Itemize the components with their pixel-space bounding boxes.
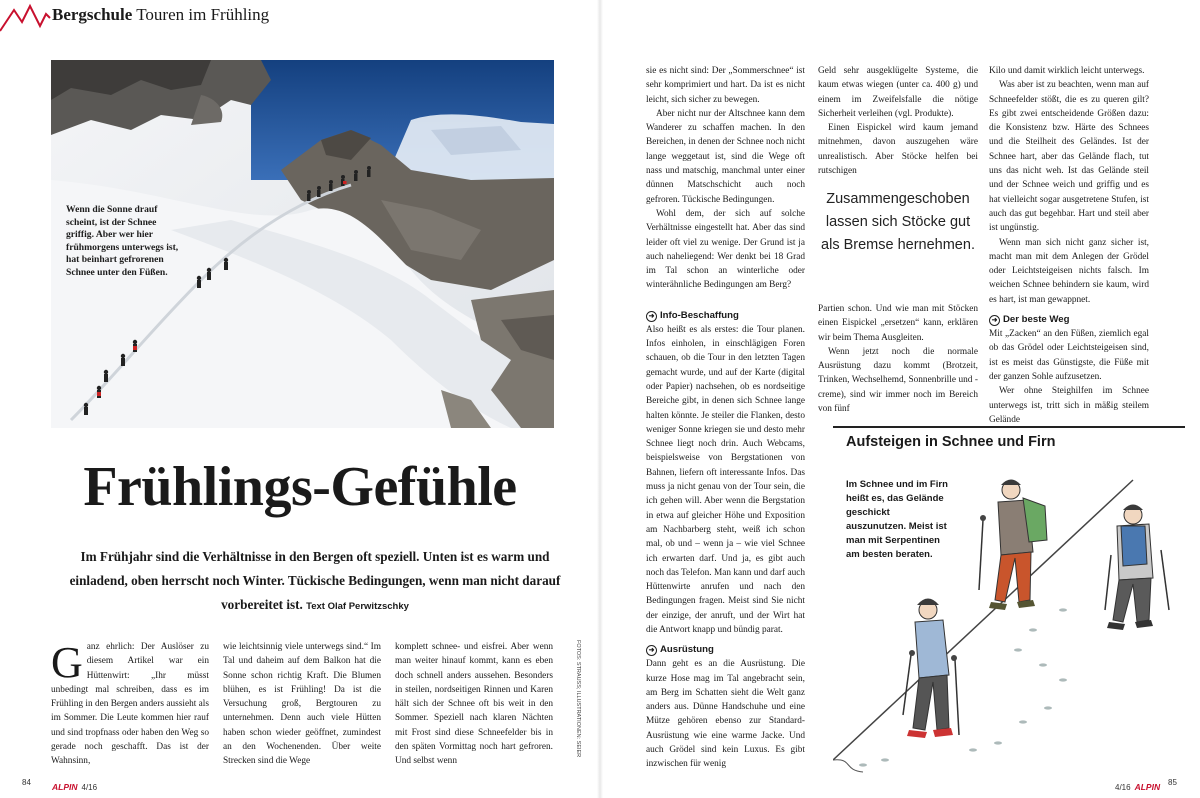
body-column-6 bbox=[989, 64, 1149, 427]
dropcap: G bbox=[51, 638, 83, 687]
body-text: Geld sehr ausgeklügelte Systeme, die kaum etwas wiegen (unter ca. 400 g) und einem im Zweifelsfalle die nötige Sicherheit verleihen (vgl. Produkte). bbox=[818, 66, 978, 119]
body-text: Aber nicht nur der Altschnee kann dem Wanderer zu schaffen machen. In den Bereichen, in denen der Schnee noch nicht lange weggetaut ist, sind die Wege oft nass und matschig, manchmal unter einer dünnen Matschschicht auch noch gefroren. Tückische Bedingungen. bbox=[646, 108, 805, 205]
body-text: Kilo und damit wirklich leicht unterwegs. bbox=[989, 66, 1145, 76]
box-top-rule bbox=[833, 426, 1185, 428]
section-rubric bbox=[52, 5, 269, 25]
body-text: Wenn jetzt noch die normale Ausrüstung dazu kommt (Brotzeit, Trinken, Wechselhemd, Sonnenbrille und -creme), sind wir immer noch im Bereich von fünf bbox=[818, 346, 978, 415]
photo-credit-text: FOTOS: STRAUSS; ILLUSTRATIONEN: SEIER bbox=[575, 640, 581, 758]
brand-logo: ALPIN bbox=[1134, 782, 1161, 792]
body-text: sie es nicht sind: Der „Sommerschnee“ ist sehr komprimiert und hart. Da ist es nicht leicht, sich sicher zu bewegen. bbox=[646, 66, 805, 105]
subhead-way bbox=[989, 313, 1149, 327]
box-caption: Im Schnee und im Firn heißt es, das Gelände geschickt auszunutzen. Meist ist man mit Serpentinen am besten beraten. bbox=[846, 479, 948, 560]
spine-gutter bbox=[597, 0, 603, 798]
arrow-circle-icon: ➜ bbox=[989, 315, 1000, 326]
body-column-5-top bbox=[818, 64, 978, 178]
body-text: wie leichtsinnig viele unterwegs sind.“ Im Tal und daheim auf dem Balkon hat die Sonne schon richtig Kraft. Die Blumen blühen, es ist Frühling! Da ist die Versuchung groß, Bergtouren zu unternehmen. Denn auch viele Hütten haben schon wieder geöffnet, zumindest an den Wochenenden. Über weite Strecken sind die Wege bbox=[223, 642, 381, 767]
body-text: Wer ohne Steighilfen im Schnee unterwegs ist, tritt sich in mäßig steilem Gelände bbox=[989, 386, 1149, 425]
box-title: Aufsteigen in Schnee und Firn bbox=[846, 434, 1056, 450]
section-name: Bergschule bbox=[52, 5, 133, 24]
body-text: Einen Eispickel wird kaum jemand mitnehmen, davon auszugehen wäre unrealistisch. Aber Stöcke helfen bei rutschigen bbox=[818, 123, 978, 177]
photo-credit bbox=[571, 640, 581, 770]
body-text: Also heißt es als erstes: die Tour planen. Infos einholen, in einschlägigen Foren schauen, ob die Tour in den letzten Tagen gemacht wurde, und auf der Karte (digital oder Papier) nachsehen, ob es nordseitige Bereiche gibt, in denen sich Schnee lange halten könnte. Je steiler die Flanken, desto weniger Sonne kriegen sie und desto mehr Schnee liegt noch drin. Auch Webcams, beispielsweise von Bergstationen von Bahnen, liefern oft interessante Infos. Das muss ja nicht genau von der Tour sein, die ich gehen will. Aber wenn die Bergstation in etwa auf gleicher Höhe und Exposition am Nachbarberg steht, weiß ich schon mal, ob und – wenn ja – wie viel Schnee ich erwarten darf. Und ja, es gibt auch noch das Telefon. Man kann und darf auch Hüttenwirte anrufen und nach den Bedingungen fragen. Meist sind Sie nicht der einzige, der anruft, und der Wirt hat die Antwort knapp und bündig parat. bbox=[646, 324, 805, 635]
body-column-1 bbox=[51, 640, 209, 769]
lead-paragraph bbox=[60, 545, 570, 619]
photo-caption: Wenn die Sonne drauf scheint, ist der Schnee griffig. Aber wer hier frühmorgens unterwegs ist, hat beinhart gefrorenen Schnee unter den Füßen. bbox=[66, 204, 179, 278]
author-credit: Text Olaf Perwitzschky bbox=[306, 601, 409, 612]
body-text: komplett schnee- und eisfrei. Aber wenn man weiter hinauf kommt, kann es eben doch schnell anders aussehen. Besonders in steilen, nordseitigen Rinnen und Karen hält sich der Schnee oft bis weit in den Sommer. Speziell nach klaren Nächten mit Frost sind diese Schneefelder bis in den späten Vormittag noch hart gefroren. Und selbst wenn bbox=[395, 642, 553, 767]
pull-quote: Zusammengeschoben lassen sich Stöcke gut als Bremse hernehmen. bbox=[821, 191, 975, 253]
subhead-text: Der beste Weg bbox=[1003, 314, 1070, 326]
body-column-5-bottom bbox=[818, 302, 978, 416]
page-number-right: 85 bbox=[1168, 778, 1177, 787]
mountain-line-icon bbox=[0, 0, 60, 34]
arrow-circle-icon: ➜ bbox=[646, 645, 657, 656]
hiker-front bbox=[903, 599, 959, 739]
body-column-4 bbox=[646, 64, 805, 772]
subhead-info bbox=[646, 309, 805, 323]
subhead-text: Ausrüstung bbox=[660, 644, 714, 656]
body-text: Wenn man sich nicht ganz sicher ist, macht man mit dem Anlegen der Grödel oder Leichtsteigeisen nichts falsch. Im weichen Schnee behindern sie kaum, wird es hart, ist man gewappnet. bbox=[989, 237, 1149, 305]
body-text: anz ehrlich: Der Auslöser zu diesem Artikel war ein Hüttenwirt: „Ihr müsst unbedingt mal schreiben, dass es im Frühling in den Bergen anders aussieht als im Sommer. Die Leute kommen hier rauf und sind tropfnass oder haben den Weg so gerade noch geschafft. Das ist der Wahnsinn, bbox=[51, 642, 209, 767]
body-column-2 bbox=[223, 640, 381, 769]
body-column-3 bbox=[395, 640, 553, 769]
issue-number: 4/16 bbox=[1115, 783, 1131, 792]
headline: Frühlings-Gefühle bbox=[83, 456, 517, 518]
hiker-back bbox=[1105, 505, 1169, 631]
section-topic: Touren im Frühling bbox=[136, 5, 270, 24]
body-text: Dann geht es an die Ausrüstung. Die kurze Hose mag im Tal angebracht sein, am Berg im Schatten sieht die Welt ganz anders aus. Dünne Handschuhe und eine Mütze gehören ebenso zur Standard-Ausrüstung wie eine warme Jacke. Und auch Grödel sind kein Luxus. Es gibt inzwischen für wenig bbox=[646, 659, 805, 770]
body-text: Was aber ist zu beachten, wenn man auf Schneefelder stößt, die es zu queren gilt? Es gibt zwei entscheidende Größen dazu: die Konsistenz bzw. Härte des Schnees und die Steilheit des Geländes. Ist der Schnee hart, aber das Gelände flach, tut uns das nicht weh. Ist das Gelände steil und der Schnee weich und griffig und es hat vielleicht sogar ausgetretene Stufen, ist auch das gut begehbar. Hart und steil aber ist ungünstig. bbox=[989, 80, 1149, 234]
page-number-left: 84 bbox=[22, 778, 31, 787]
issue-number: 4/16 bbox=[81, 783, 98, 792]
body-text: Mit „Zacken“ an den Füßen, ziemlich egal ob das Grödel oder Leichtsteigeisen sind, ist es meist das Günstigste, die Füße mit der ganzen Sohle aufzusetzen. bbox=[989, 329, 1149, 382]
brand-logo: ALPIN bbox=[52, 782, 78, 792]
footer-right bbox=[1115, 777, 1160, 795]
subhead-text: Info-Beschaffung bbox=[660, 309, 739, 321]
subhead-gear bbox=[646, 643, 805, 657]
footer-left bbox=[52, 777, 97, 795]
lead-text: Im Frühjahr sind die Verhältnisse in den Bergen oft speziell. Unten ist es warm und einladend, oben herrscht noch Winter. Tückische Bedingungen, wenn man nicht darauf vorbereitet ist. bbox=[69, 549, 561, 612]
body-text: Wohl dem, der sich auf solche Verhältnisse eingestellt hat. Aber das sind leider oft viel zu wenige. Der Grund ist ja auch naheliegend: Wer denkt bei 18 Grad im Tal schon an winterliche oder winterähnliche Bedingungen am Berg? bbox=[646, 208, 805, 291]
arrow-circle-icon: ➜ bbox=[646, 311, 657, 322]
hiker-middle bbox=[979, 480, 1047, 611]
body-text: Partien schon. Und wie man mit Stöcken einen Eispickel „ersetzen“ kann, erklären wir beim Thema Ausgleiten. bbox=[818, 304, 978, 343]
